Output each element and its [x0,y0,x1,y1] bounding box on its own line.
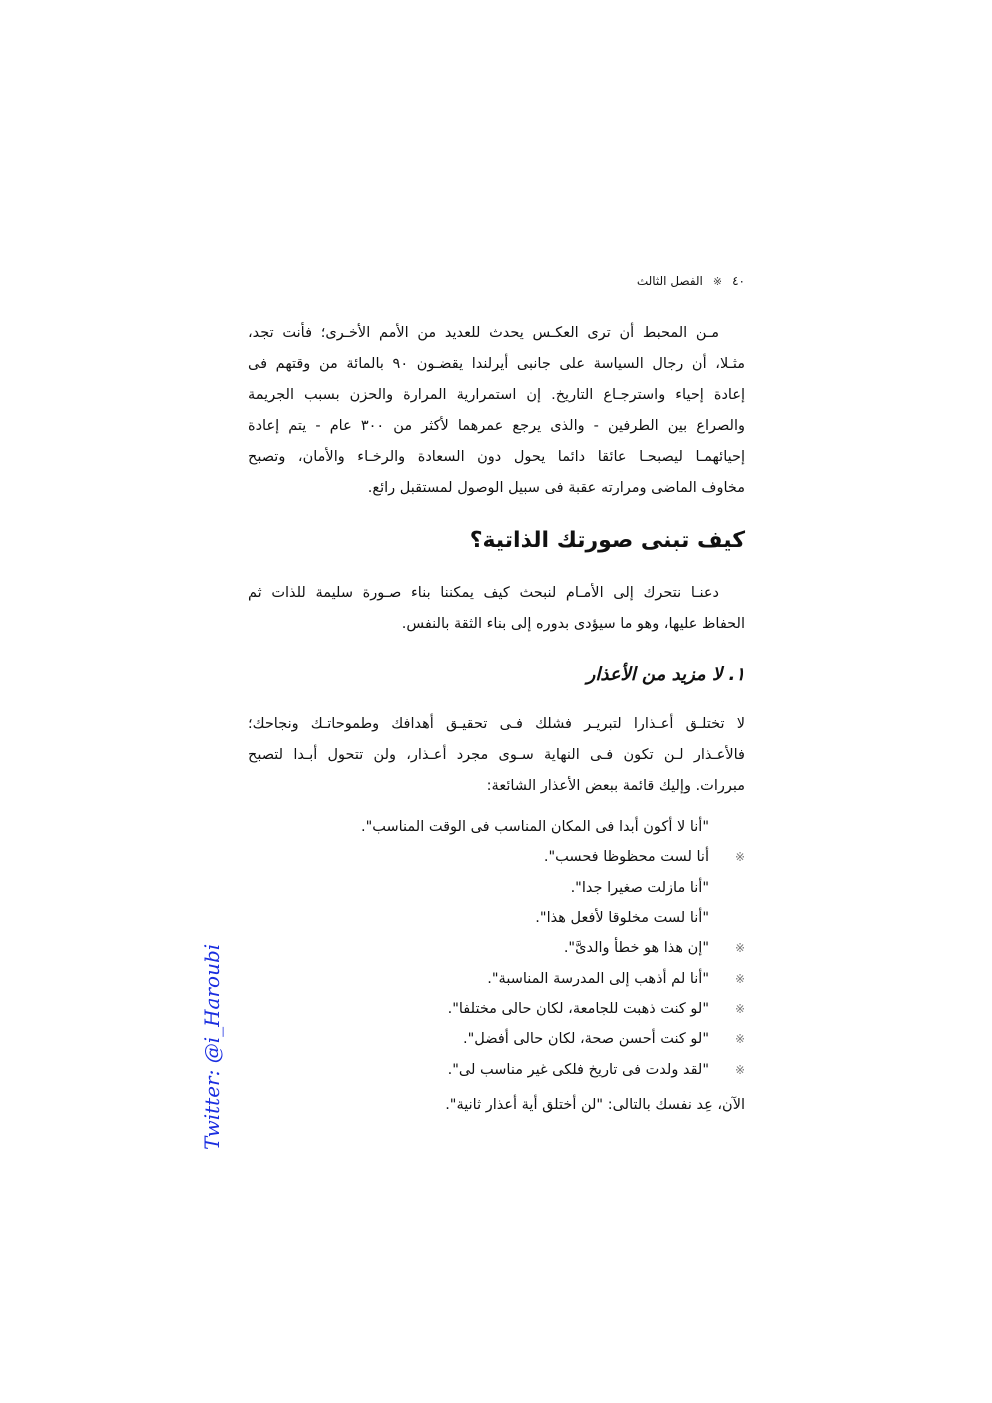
excuse-text: "لو كنت أحسن صحة، لكان حالى أفضل". [462,1031,709,1048]
list-item [248,963,745,993]
list-item [248,812,745,842]
page-number: ٤٠ [732,274,745,288]
text-line: والصراع بين الطرفين - والذى يرجع عمرهما لأكثر من ٣٠٠ عام - يتم إعادة [248,418,746,434]
list-item [248,1024,745,1054]
ornament-icon: ※ [712,274,723,288]
text-line: إعادة إحياء واسترجـاع التاريخ. إن استمرارية المرارة والحزن بسبب الجريمة [248,387,745,403]
list-item [248,842,745,872]
excuse-text: "أنا لا أكون أبدا فى المكان المناسب فى الوقت المناسب". [360,819,709,836]
excuse-text: "لقد ولدت فى تاريخ فلكى غير مناسب لى". [447,1061,709,1078]
excuse-text: "أنا مازلت صغيرا جدا". [570,879,709,896]
watermark: Twitter: @i_Haroubi [200,943,224,1150]
text-line: مـن المحبط أن ترى العكـس يحدث للعديد من الأمم الأخـرى؛ فأنت تجد، [248,325,719,341]
text-line: فالأعـذار لـن تكون فـى النهاية سـوى مجرد أعـذار، ولن تتحول أبـدا لتصبح [248,747,745,763]
text-line: مثـلا، أن رجال السياسة على جانبى أيرلندا يقضـون ٩٠ بالمائة من وقتهم فى [248,356,745,372]
excuse-text: "إن هذا هو خطأ والدىَّ". [563,940,709,957]
bullet-icon: ※ [734,850,745,865]
text-line: الحفاظ عليها، وهو ما سيؤدى بدوره إلى بناء الثقة بالنفس. [401,616,745,632]
excuse-text: أنا لست محظوظا فحسب". [543,849,709,866]
intro-paragraph [248,318,745,504]
subsection-title: ١. لا مزيد من الأعذار [586,664,745,685]
chapter-title: الفصل الثالث [636,274,703,288]
text-line: مخاوف الماضى ومرارته عقبة فى سبيل الوصول لمستقبل رائع. [367,480,745,496]
list-item [248,933,745,963]
text-line: مبررات. وإليك قائمة ببعض الأعذار الشائعة: [486,778,745,794]
excuse-text: "أنا لم أذهب إلى المدرسة المناسبة". [487,970,709,987]
bullet-icon: ※ [734,1032,745,1047]
list-item [248,1054,745,1084]
bullet-icon: ※ [734,971,745,986]
excuse-text: "لو كنت ذهبت للجامعة، لكان حالى مختلفا". [447,1000,709,1017]
list-item [248,873,745,903]
text-line: دعنـا نتحرك إلى الأمـام لنبحث كيف يمكننا بناء صـورة سليمة للذات ثم [248,585,719,601]
excuse-text: "أنا لست مخلوقا لأفعل هذا". [535,910,709,927]
subsection-paragraph [248,709,745,802]
section-paragraph [248,578,745,640]
section-title: كيف تبنى صورتك الذاتية؟ [469,528,745,553]
text-line: لا تختلـق أعـذارا لتبريـر فشلك فـى تحقيـق أهدافك وطموحاتـك ونجاحك؛ [248,716,745,732]
list-item [248,903,745,933]
excuses-list [248,812,745,1085]
closing-sentence: الآن، عِد نفسك بالتالى: "لن أختلق أية أعذار ثانية". [445,1097,745,1113]
text-line: إحيائهمـا ليصبحـا عائقا دائما يحول دون السعادة والرخـاء والأمان، وتصبح [248,449,745,465]
bullet-icon: ※ [734,1062,745,1077]
running-header [637,274,745,288]
bullet-icon: ※ [734,941,745,956]
list-item [248,994,745,1024]
bullet-icon: ※ [734,1001,745,1016]
